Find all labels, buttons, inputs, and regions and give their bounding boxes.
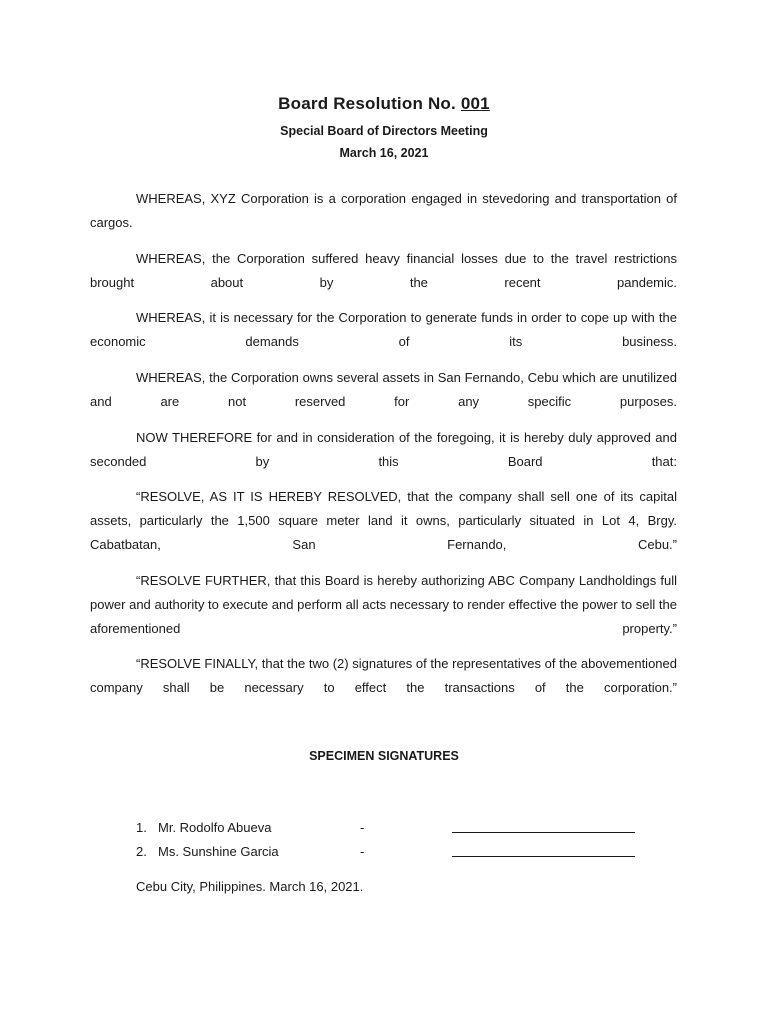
signature-dash: - bbox=[360, 820, 365, 835]
now-therefore-paragraph: NOW THEREFORE for and in consideration of the foregoing, it is hereby duly approved and seconded by this Board that: bbox=[90, 430, 677, 469]
whereas-paragraph-4: WHEREAS, the Corporation owns several assets in San Fernando, Cebu which are unutilized and are not reserved for any specific purposes. bbox=[90, 370, 677, 409]
resolve-finally-paragraph: “RESOLVE FINALLY, that the two (2) signatures of the representatives of the abovementioned company shall be necessary to effect the transactions of the corporation.” bbox=[90, 656, 677, 695]
signature-dash: - bbox=[360, 844, 365, 859]
resolve-further-paragraph: “RESOLVE FURTHER, that this Board is hereby authorizing ABC Company Landholdings full power and authority to execute and perform all acts necessary to render effective the power to sell the aforementioned property.” bbox=[90, 573, 677, 636]
signature-index: 1. bbox=[136, 820, 147, 835]
whereas-paragraph-2: WHEREAS, the Corporation suffered heavy financial losses due to the travel restrictions brought about by the recent pandemic. bbox=[90, 251, 677, 290]
signatory-name: Mr. Rodolfo Abueva bbox=[158, 820, 272, 835]
signature-index: 2. bbox=[136, 844, 147, 859]
signature-line bbox=[452, 832, 635, 833]
whereas-paragraph-3: WHEREAS, it is necessary for the Corporation to generate funds in order to cope up with the economic demands of its business. bbox=[90, 310, 677, 349]
specimen-signatures-heading: SPECIMEN SIGNATURES bbox=[309, 749, 459, 763]
meeting-title: Special Board of Directors Meeting bbox=[280, 124, 488, 138]
place-and-date: Cebu City, Philippines. March 16, 2021. bbox=[136, 879, 364, 894]
title-prefix: Board Resolution No. bbox=[278, 94, 461, 113]
meeting-date: March 16, 2021 bbox=[339, 146, 429, 160]
resolution-number: 001 bbox=[460, 94, 490, 113]
signatory-name: Ms. Sunshine Garcia bbox=[158, 844, 279, 859]
resolution-title bbox=[0, 94, 768, 114]
resolve-paragraph: “RESOLVE, AS IT IS HEREBY RESOLVED, that the company shall sell one of its capital assets, particularly the 1,500 square meter land it owns, particularly situated in Lot 4, Brgy. Cabatbatan, San Fernando, Cebu.” bbox=[90, 489, 677, 552]
whereas-paragraph-1: WHEREAS, XYZ Corporation is a corporation engaged in stevedoring and transportation of cargos. bbox=[90, 191, 677, 230]
signature-line bbox=[452, 856, 635, 857]
